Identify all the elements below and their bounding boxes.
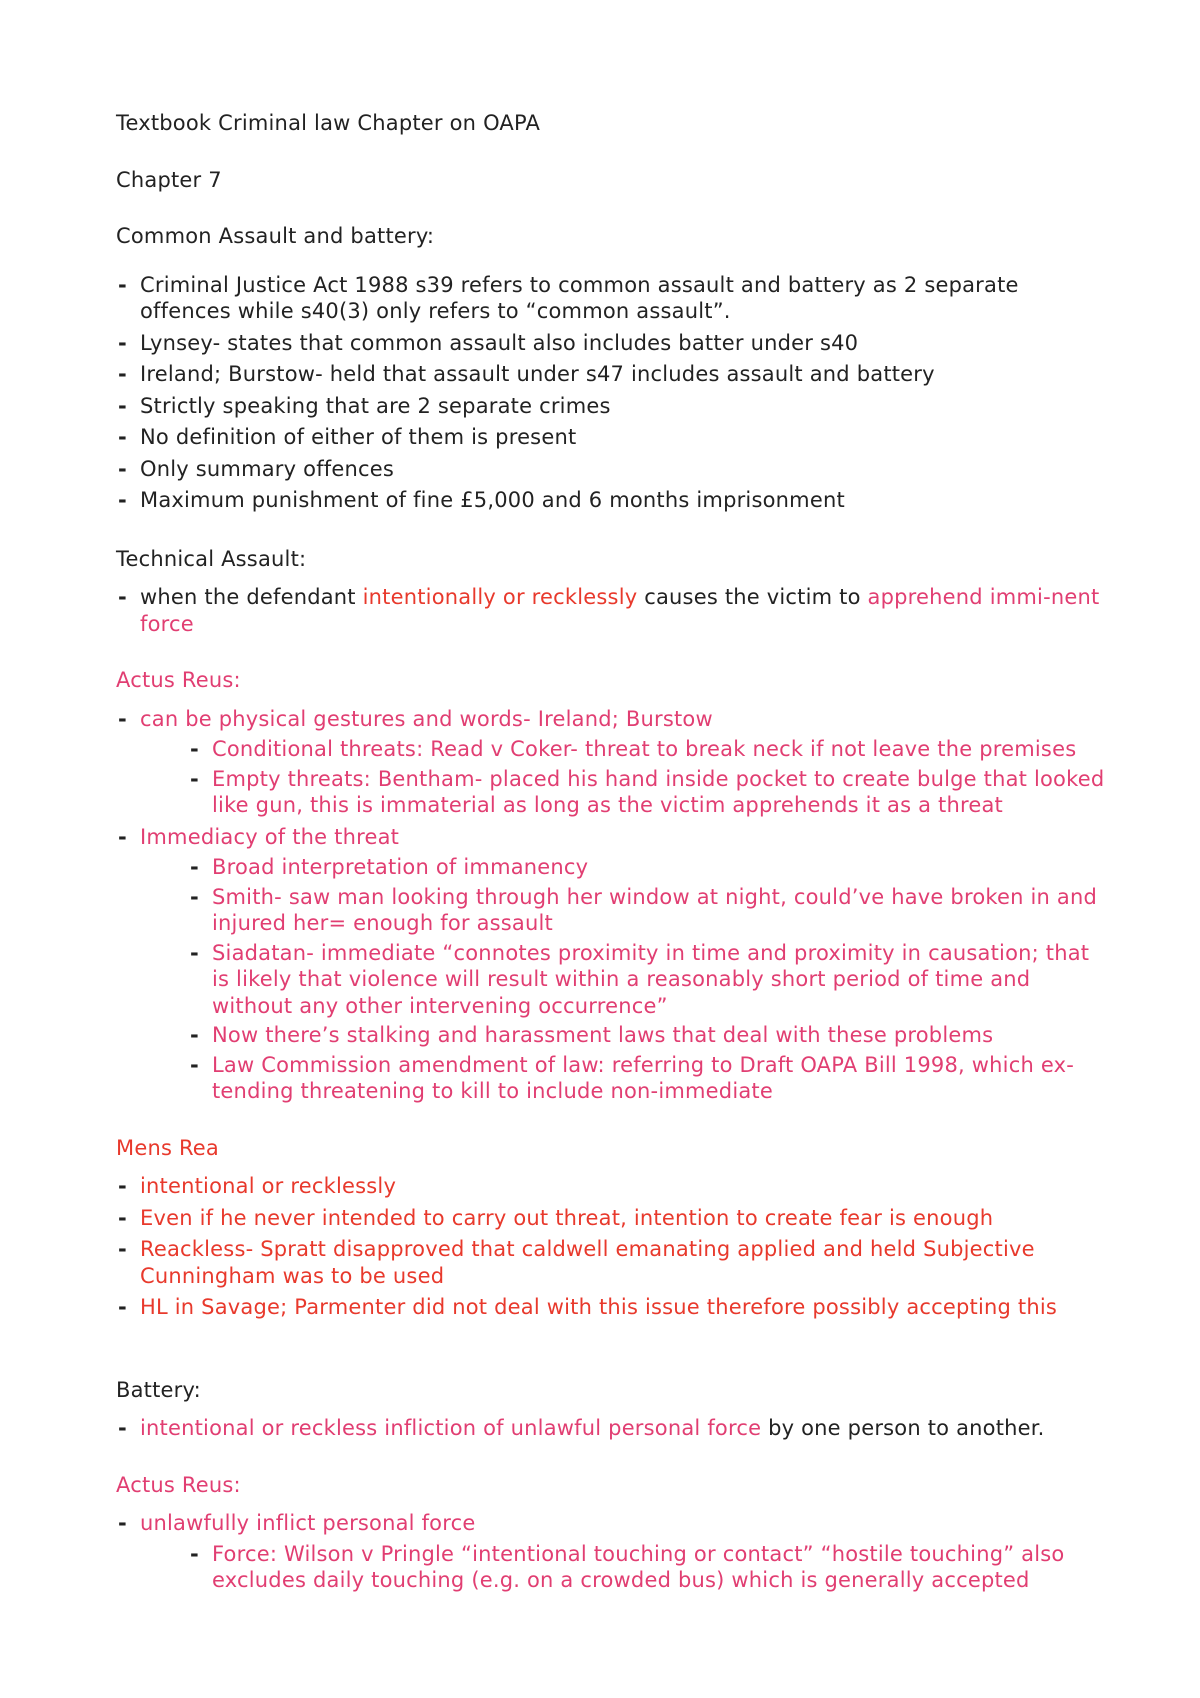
sub-list <box>188 736 1106 819</box>
list-item <box>116 584 1106 637</box>
document-body <box>116 110 1106 1620</box>
list-item: - Strictly speaking that are 2 separate crimes <box>116 393 1106 420</box>
list-item: - Lynsey- states that common assault also includes batter under s40 <box>116 330 1106 357</box>
text-segment: by one person to another. <box>761 1416 1045 1440</box>
list-item: - Criminal Justice Act 1988 s39 refers to common assault and battery as 2 separate offences while s40(3) only refers to “common assault”. <box>116 272 1106 325</box>
list-item: - Reackless- Spratt disapproved that caldwell emanating applied and held Subjective Cunningham was to be used <box>116 1236 1106 1289</box>
common-assault-list <box>116 272 1106 514</box>
sub-list-item: - Smith- saw man looking through her window at night, could’ve have broken in and injured her= enough for assault <box>188 884 1106 937</box>
mens-rea-heading: Mens Rea <box>116 1135 220 1160</box>
list-item-text: Immediacy of the threat <box>140 824 400 849</box>
sub-list <box>188 1541 1106 1594</box>
list-item: - No definition of either of them is present <box>116 424 1106 451</box>
sub-list-item: - Siadatan- immediate “connotes proximity in time and proximity in causation; that is likely that violence will result within a reasonably short period of time and without any other intervening occurrence” <box>188 940 1106 1020</box>
technical-assault-heading: Technical Assault: <box>116 546 307 571</box>
highlight-segment: intentionally or recklessly <box>362 585 638 609</box>
list-item: - Even if he never intended to carry out threat, intention to create fear is enough <box>116 1205 1106 1232</box>
list-item: - Ireland; Burstow- held that assault under s47 includes assault and battery <box>116 361 1106 388</box>
battery-heading: Battery: <box>116 1377 201 1402</box>
list-item: - Only summary offences <box>116 456 1106 483</box>
text-segment: causes the victim to <box>637 585 868 609</box>
technical-assault-list <box>116 584 1106 637</box>
actus-reus-list <box>116 706 1106 1105</box>
list-item-text: unlawfully inflict personal force <box>140 1511 476 1535</box>
highlight-segment: apprehend immi-nent force <box>140 585 1100 636</box>
mens-rea-list <box>116 1173 1106 1321</box>
actus-reus-heading: Actus Reus: <box>116 668 241 692</box>
chapter-label: Chapter 7 <box>116 167 222 192</box>
list-item <box>116 1415 1106 1442</box>
list-item: - Maximum punishment of fine £5,000 and 6 months imprisonment <box>116 487 1106 514</box>
sub-list-item: - Force: Wilson v Pringle “intentional touching or contact” “hostile touching” also excludes daily touching (e.g. on a crowded bus) which is generally accepted <box>188 1541 1106 1594</box>
list-item-text: can be physical gestures and words- Ireland; Burstow <box>140 706 713 731</box>
document-title: Textbook Criminal law Chapter on OAPA <box>116 111 541 135</box>
sub-list-item: - Conditional threats: Read v Coker- threat to break neck if not leave the premises <box>188 736 1106 763</box>
list-item: - HL in Savage; Parmenter did not deal with this issue therefore possibly accepting this <box>116 1294 1106 1321</box>
text-segment: when the defendant <box>140 585 363 609</box>
list-item <box>116 824 1106 1105</box>
highlight-segment: intentional or reckless infliction of unlawful personal force <box>140 1416 762 1440</box>
list-item <box>116 1510 1106 1594</box>
sub-list-item: - Empty threats: Bentham- placed his hand inside pocket to create bulge that looked like gun, this is immaterial as long as the victim apprehends it as a threat <box>188 766 1106 819</box>
sub-list-item: - Law Commission amendment of law: referring to Draft OAPA Bill 1998, which ex-tending threatening to kill to include non-immediate <box>188 1052 1106 1105</box>
battery-actus-reus-list <box>116 1510 1106 1594</box>
common-assault-heading: Common Assault and battery: <box>116 224 435 248</box>
list-item: - intentional or recklessly <box>116 1173 1106 1200</box>
sub-list-item: - Broad interpretation of immanency <box>188 854 1106 881</box>
battery-actus-reus-heading: Actus Reus: <box>116 1472 241 1497</box>
sub-list-item: - Now there’s stalking and harassment laws that deal with these problems <box>188 1022 1106 1049</box>
list-item <box>116 706 1106 819</box>
battery-list <box>116 1415 1106 1442</box>
sub-list <box>188 854 1106 1105</box>
